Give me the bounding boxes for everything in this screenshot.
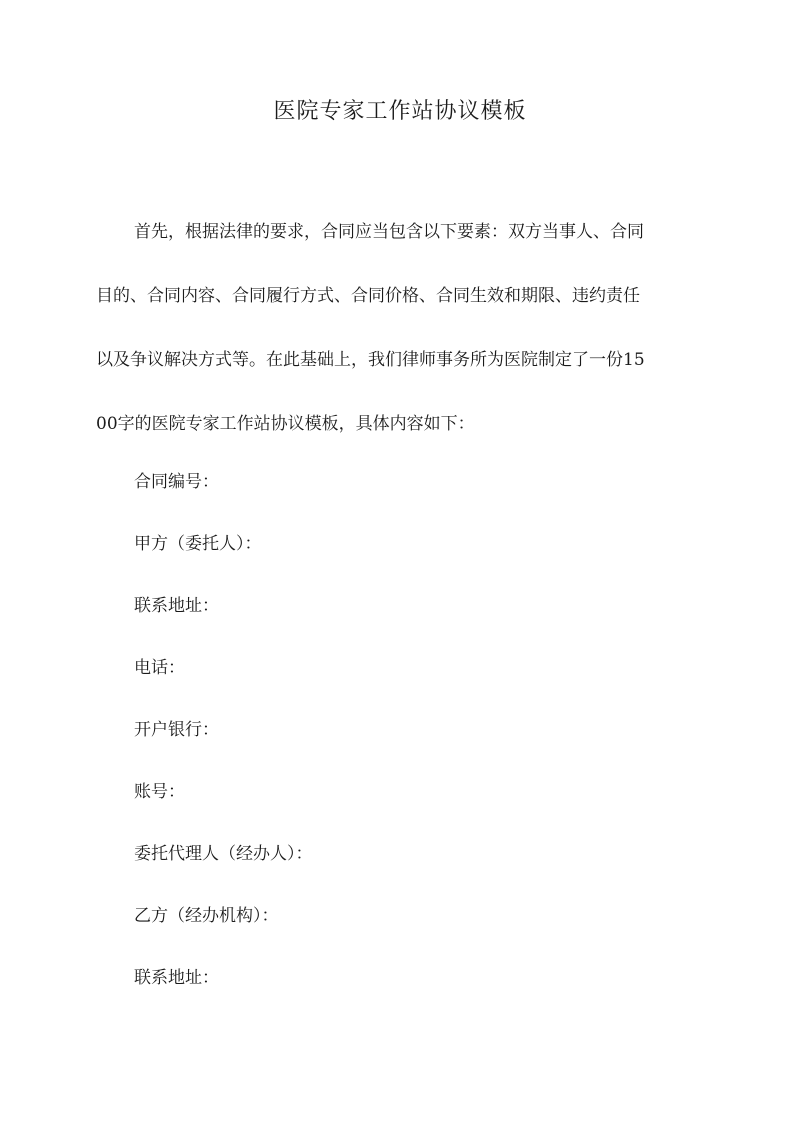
intro-line: 以及争议解决方式等。在此基础上，我们律师事务所为医院制定了一份15 xyxy=(96,350,645,370)
contract-fields xyxy=(134,460,694,1018)
document-title: 医院专家工作站协议模板 xyxy=(273,99,527,124)
intro-line: 首先，根据法律的要求，合同应当包含以下要素：双方当事人、合同 xyxy=(134,222,644,242)
field-party-a: 甲方（委托人）： xyxy=(134,534,262,554)
intro-line: 目的、合同内容、合同履行方式、合同价格、合同生效和期限、违约责任 xyxy=(96,286,640,306)
field-party-b: 乙方（经办机构）： xyxy=(134,906,279,926)
field-bank: 开户银行： xyxy=(134,720,219,740)
intro-line: 00字的医院专家工作站协议模板，具体内容如下： xyxy=(96,414,475,434)
field-phone: 电话： xyxy=(134,658,185,678)
field-agent: 委托代理人（经办人）： xyxy=(134,844,313,864)
field-party-b-address: 联系地址： xyxy=(134,968,219,988)
field-party-a-address: 联系地址： xyxy=(134,596,219,616)
field-account-number: 账号： xyxy=(134,782,185,802)
field-contract-number: 合同编号： xyxy=(134,472,219,492)
intro-paragraph xyxy=(96,212,704,468)
